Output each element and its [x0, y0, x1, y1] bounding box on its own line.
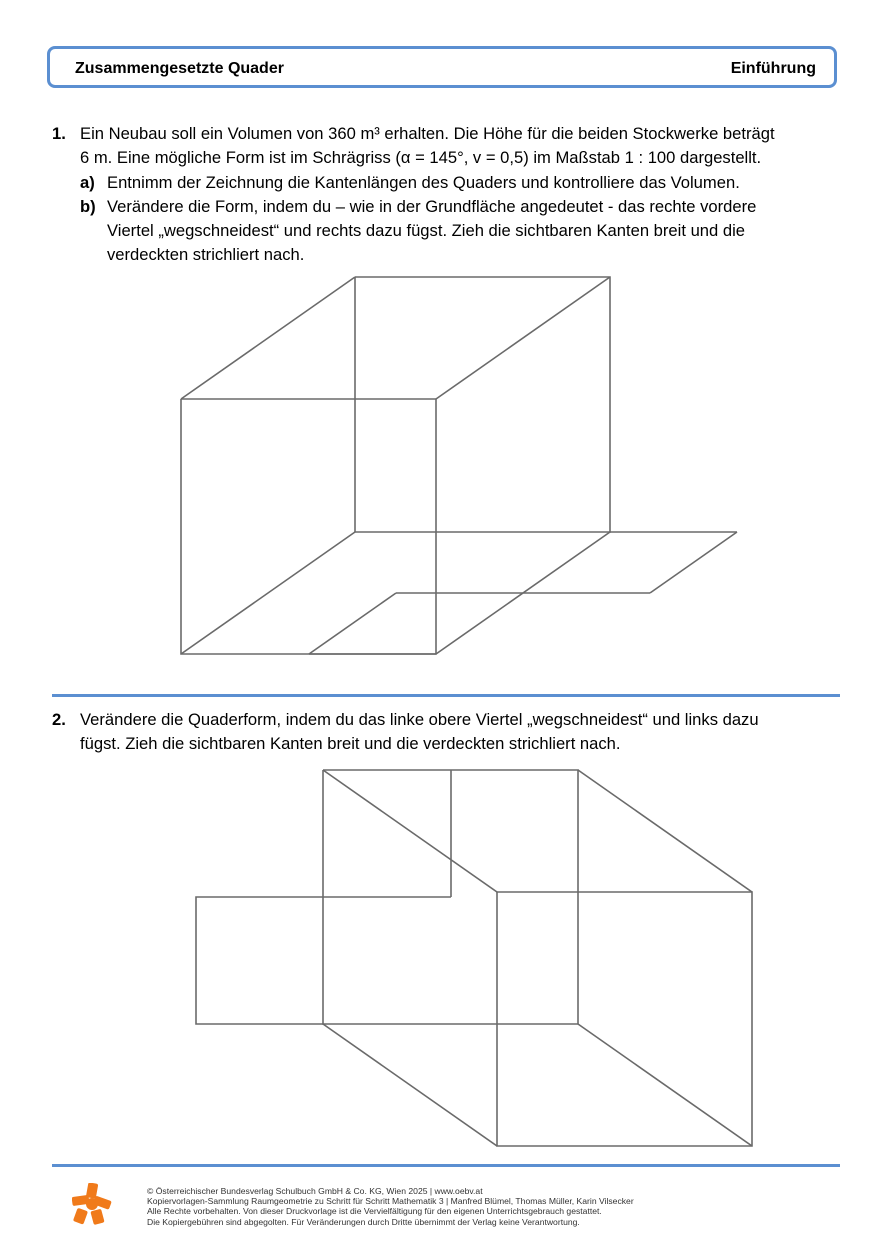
- subtask-b-label: b): [80, 197, 96, 216]
- footer-line: Kopiervorlagen-Sammlung Raumgeometrie zu Schritt für Schritt Mathematik 3 | Manfred Blümel, Thomas Müller, Karin Vilsecker: [147, 1196, 634, 1207]
- subtask-b-text-line: Viertel „wegschneidest“ und rechts dazu fügst. Zieh die sichtbaren Kanten breit und die: [107, 221, 746, 240]
- task-number: 2.: [52, 710, 66, 729]
- task-text-line: Verändere die Quaderform, indem du das linke obere Viertel „wegschneidest“ und links dazu: [80, 710, 759, 729]
- added-block: [196, 897, 323, 1024]
- edge: [578, 1024, 752, 1146]
- publisher-logo-icon: [72, 1183, 112, 1225]
- subtask-b-text-line: verdeckten strichliert nach.: [107, 245, 305, 264]
- task-number: 1.: [52, 124, 66, 143]
- edge: [323, 770, 497, 892]
- subtask-a-text: Entnimm der Zeichnung die Kantenlängen des Quaders und kontrolliere das Volumen.: [107, 173, 740, 192]
- subtask-b-text-line: Verändere die Form, indem du – wie in der Grundfläche angedeutet - das rechte vordere: [107, 197, 757, 216]
- task-text-line: fügst. Zieh die sichtbaren Kanten breit und die verdeckten strichliert nach.: [80, 734, 621, 753]
- footer-line: Die Kopiergebühren sind abgegolten. Für Veränderungen durch Dritte übernimmt der Verlag keine Verantwortung.: [147, 1216, 580, 1227]
- footer-line: © Österreichischer Bundesverlag Schulbuch GmbH & Co. KG, Wien 2025 | www.oebv.at: [147, 1186, 483, 1196]
- task-text-line: Ein Neubau soll ein Volumen von 360 m³ erhalten. Die Höhe für die beiden Stockwerke beträgt: [80, 124, 775, 143]
- edge: [323, 1024, 497, 1146]
- footer-line: Alle Rechte vorbehalten. Von dieser Druckvorlage ist die Vervielfältigung für den eigenen Unterrichtsgebrauch gestattet.: [147, 1206, 602, 1217]
- worksheet-title: Zusammengesetzte Quader: [75, 60, 284, 77]
- subtask-a-label: a): [80, 173, 95, 192]
- section-label: Einführung: [730, 60, 816, 77]
- task-text-line: 6 m. Eine mögliche Form ist im Schrägriss (α = 145°, v = 0,5) im Maßstab 1 : 100 dargestellt.: [80, 148, 762, 167]
- front-face: [497, 892, 752, 1146]
- edge: [578, 770, 752, 892]
- copyright-notice: [147, 1186, 634, 1227]
- footer-divider: [52, 1164, 840, 1167]
